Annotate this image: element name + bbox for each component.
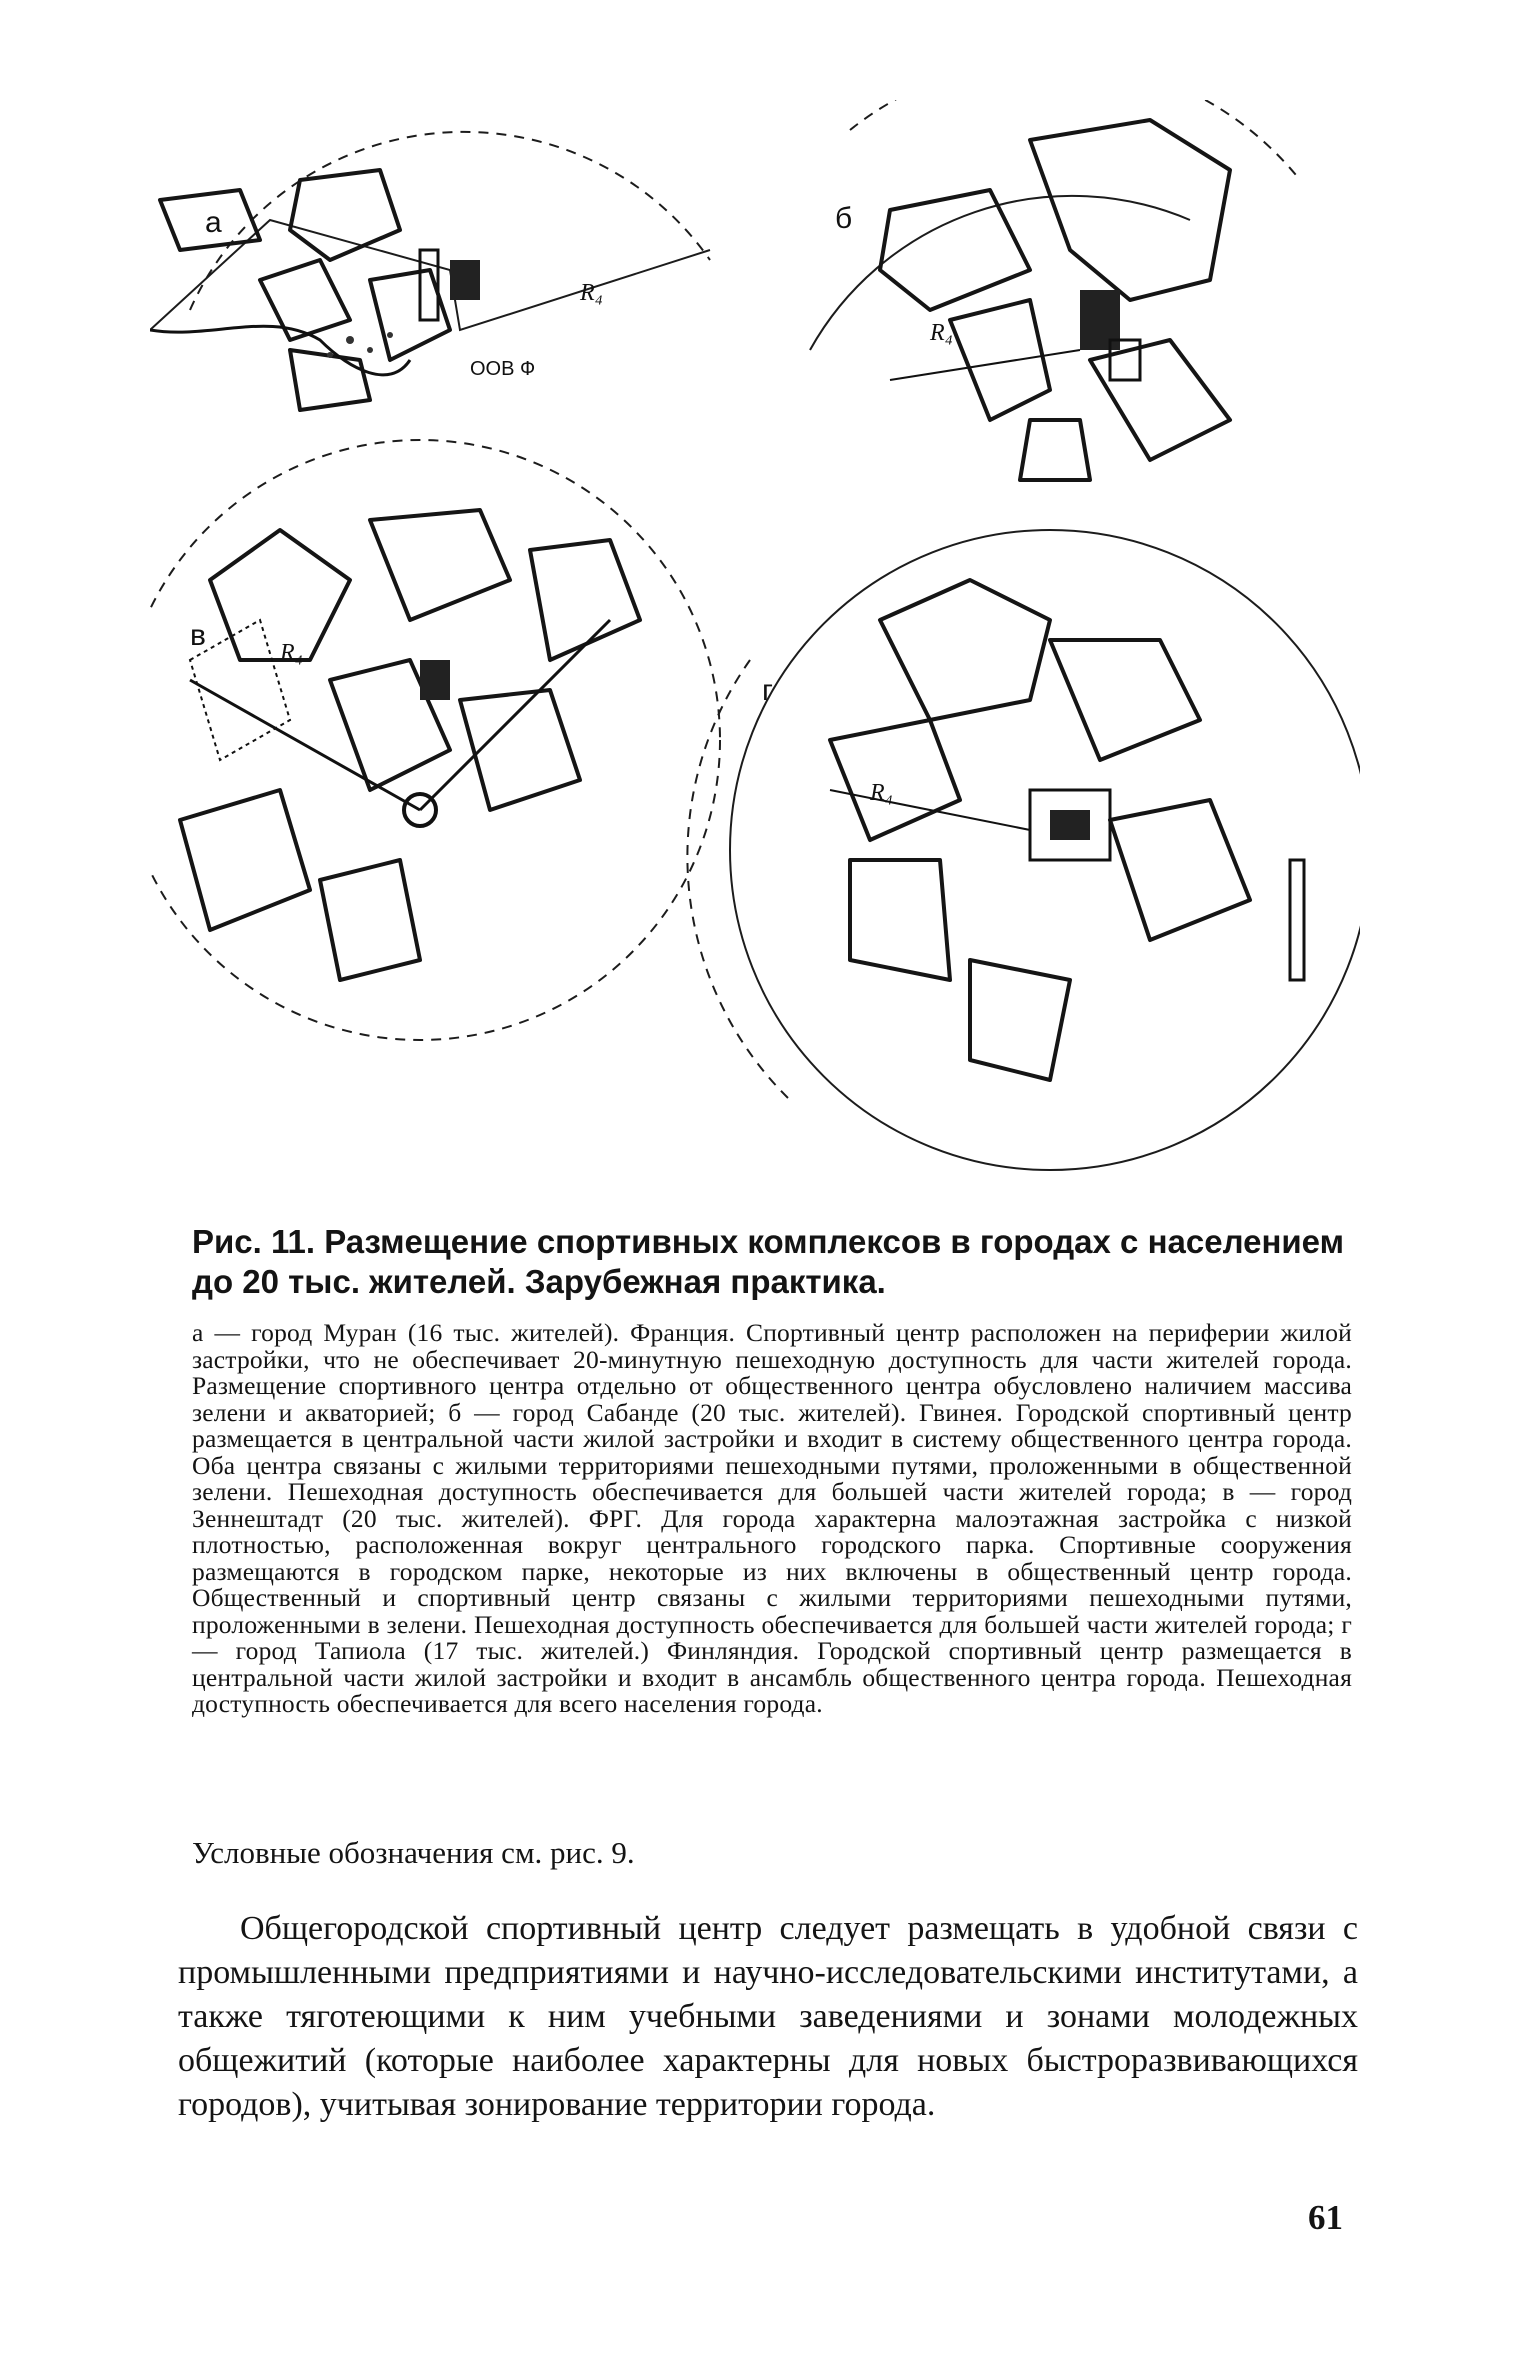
panel-g-label: г	[762, 674, 773, 707]
figure-city-plans	[150, 100, 1360, 1220]
panel-b-radius: R₄	[930, 320, 954, 346]
figure-caption-body: а — город Муран (16 тыс. жителей). Франция. Спортивный центр расположен на периферии жилой застройки, что не обеспечивает 20-минутную пешеходную доступность для части жителей города. Размещение спортивного центра отдельно от общественного центра обусловлено наличием массива зелени и акваторией; б — город Сабанде (20 тыс. жителей). Гвинея. Городской спортивный центр размещается в центральной части жилой застройки и входит в систему общественного центра города. Оба центра связаны с жилыми территориями пешеходными путями, проложенными в общественной зелени. Пешеходная доступность обеспечивается для большей части жителей города; в — город Зеннештадт (20 тыс. жителей). ФРГ. Для города характерна малоэтажная застройка с низкой плотностью, расположенная вокруг центрального городского парка. Спортивные сооружения размещаются в городском парке, некоторые из них включены в общественный центр города. Общественный и спортивный центр связаны с жилыми территориями пешеходными путями, проложенными в зелени. Пешеходная доступность обеспечивается для большей части жителей города; г — город Тапиола (17 тыс. жителей.) Финляндия. Городской спортивный центр размещается в центральной части жилой застройки и входит в ансамбль общественного центра города. Пешеходная доступность обеспечивается для всего населения города.	[192, 1318, 1352, 1718]
panel-v-plan	[150, 440, 720, 1040]
body-paragraph: Общегородской спортивный центр следует размещать в удобной связи с промышленными предприятиями и научно-исследовательскими институтами, а также тяготеющими к ним учебными заведениями и зонами молодежных общежитий (которые наиболее характерны для новых быстроразвивающихся городов), учитывая зонирование территории города.	[178, 1910, 1358, 2123]
panel-v-radius: R₄	[280, 640, 304, 666]
panel-a-annotation: ООВ Ф	[470, 358, 536, 380]
panel-a-label: а	[205, 206, 222, 239]
panel-g-radius: R₄	[870, 780, 894, 806]
panel-a-radius: R₄	[580, 280, 604, 306]
city-plans-drawing	[150, 100, 1360, 1220]
panel-b-plan	[810, 100, 1300, 480]
page-number: 61	[1308, 2198, 1343, 2237]
panel-b-label: б	[835, 202, 853, 235]
panel-a-plan	[150, 132, 710, 410]
panel-g-plan	[687, 530, 1360, 1170]
panel-v-label: в	[190, 619, 206, 652]
figure-caption-legend: Условные обозначения см. рис. 9.	[192, 1835, 635, 1870]
figure-caption-title: Рис. 11. Размещение спортивных комплексов в городах с населением до 20 тыс. жителей. Зарубежная практика.	[192, 1223, 1345, 1300]
